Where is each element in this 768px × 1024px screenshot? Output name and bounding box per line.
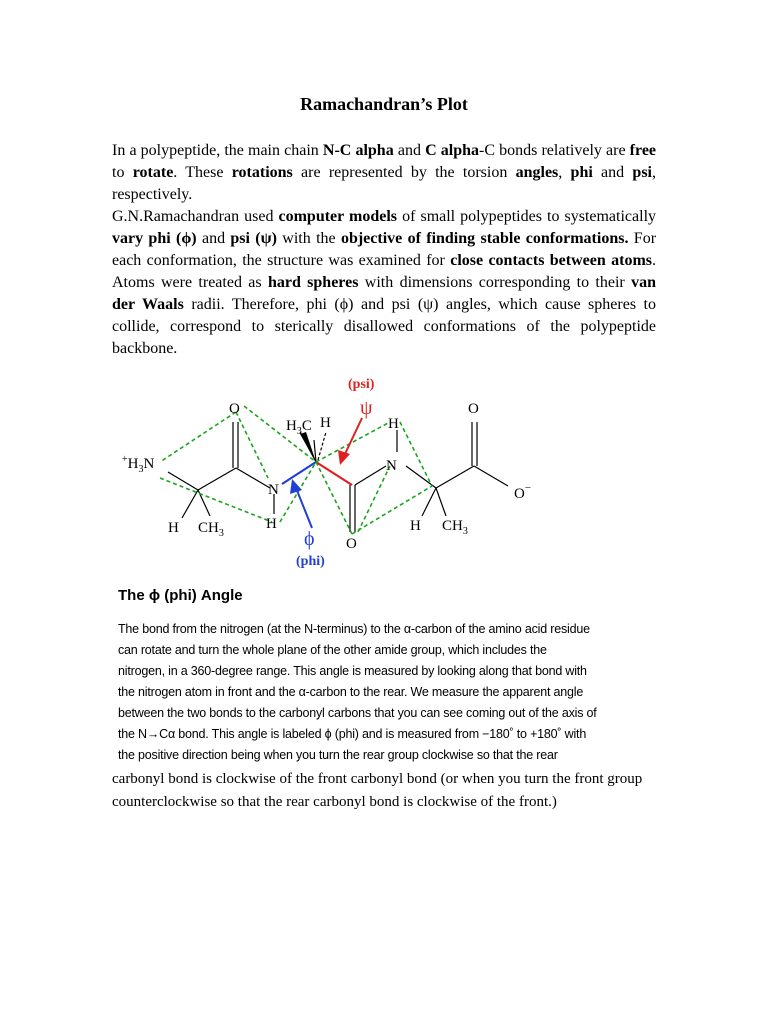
atom-o-left: O (229, 401, 240, 417)
psi-label: (psi) (348, 377, 375, 392)
phi-symbol: ϕ (304, 528, 315, 550)
atom-ch3-right: $CH_3$ (442, 518, 468, 537)
phi-line: the nitrogen atom in front and the α-carbon to the rear. We measure the apparent angle (118, 685, 584, 699)
phi-tail-line: counterclockwise so that the rear carbonyl bond is clockwise of the front.) (112, 794, 557, 810)
atom-h-top: H (320, 415, 331, 431)
atom-h-n-right: H (388, 416, 399, 432)
intro-text (112, 140, 656, 360)
phi-angle-heading: The ϕ (phi) Angle (118, 587, 243, 604)
atom-h-left: H (168, 520, 179, 536)
wedge-dash-bond (318, 432, 326, 460)
atom-h-n-left: H (266, 516, 277, 532)
atom-o-right: O (468, 401, 479, 417)
atom-h3n: $^+H_3N$ (122, 454, 155, 475)
psi-symbol: ψ (360, 397, 373, 419)
wedge-bond (300, 432, 316, 462)
atom-h3c: $H_3C$ (286, 418, 312, 437)
psi-bond (316, 462, 352, 485)
page-title: Ramachandran’s Plot (300, 94, 468, 114)
phi-angle-description (118, 619, 678, 766)
phi-line: The bond from the nitrogen (at the N-terminus) to the α-carbon of the amino acid residue (118, 622, 590, 636)
intro-paragraph-2: G.N.Ramachandran used computer models of small polypeptides to systematically vary phi (ϕ) and psi (ψ) with the objective of finding stable conformations. For each conformation, the structure was examined for close contacts between atoms. Atoms were treated as hard spheres with dimensions corresponding to their van der Waals radii. Therefore, phi (ϕ) and psi (ψ) angles, which cause spheres to collide, correspond to sterically disallowed conformations of the polypeptide backbone. (112, 208, 657, 357)
phi-line: the N→Cα bond. This angle is labeled ϕ (phi) and is measured from −180˚ to +180˚ with (118, 727, 587, 741)
psi-arrow-head (338, 450, 350, 465)
atom-n-right: N (386, 458, 397, 474)
atom-ch3-left: $CH_3$ (198, 520, 224, 539)
phi-tail-line: carbonyl bond is clockwise of the front carbonyl bond (or when you turn the front group (112, 771, 643, 787)
phi-label: (phi) (296, 554, 325, 569)
phi-line: the positive direction being when you turn the rear group clockwise so that the rear (118, 748, 558, 762)
atom-o-bottom: O (346, 536, 357, 552)
atom-o-terminal: O− (514, 482, 532, 502)
psi-arrow (344, 418, 362, 456)
phi-bond (282, 462, 316, 484)
dipeptide-diagram (110, 370, 560, 580)
phi-angle-description-continued (112, 768, 672, 814)
phi-arrow (296, 488, 312, 528)
phi-line: nitrogen, in a 360-degree range. This angle is measured by looking along that bond with (118, 664, 587, 678)
intro-paragraph-1: In a polypeptide, the main chain N-C alpha and C alpha-C bonds relatively are free to rotate. These rotations are represented by the torsion angles, phi and psi, respectively. (112, 142, 657, 203)
atom-h-right: H (410, 518, 421, 534)
atom-n-left: N (268, 482, 279, 498)
phi-line: can rotate and turn the whole plane of the other amide group, which includes the (118, 643, 547, 657)
phi-line: between the two bonds to the carbonyl carbons that you can see coming out of the axis of (118, 706, 597, 720)
phi-arrow-head (290, 479, 302, 494)
